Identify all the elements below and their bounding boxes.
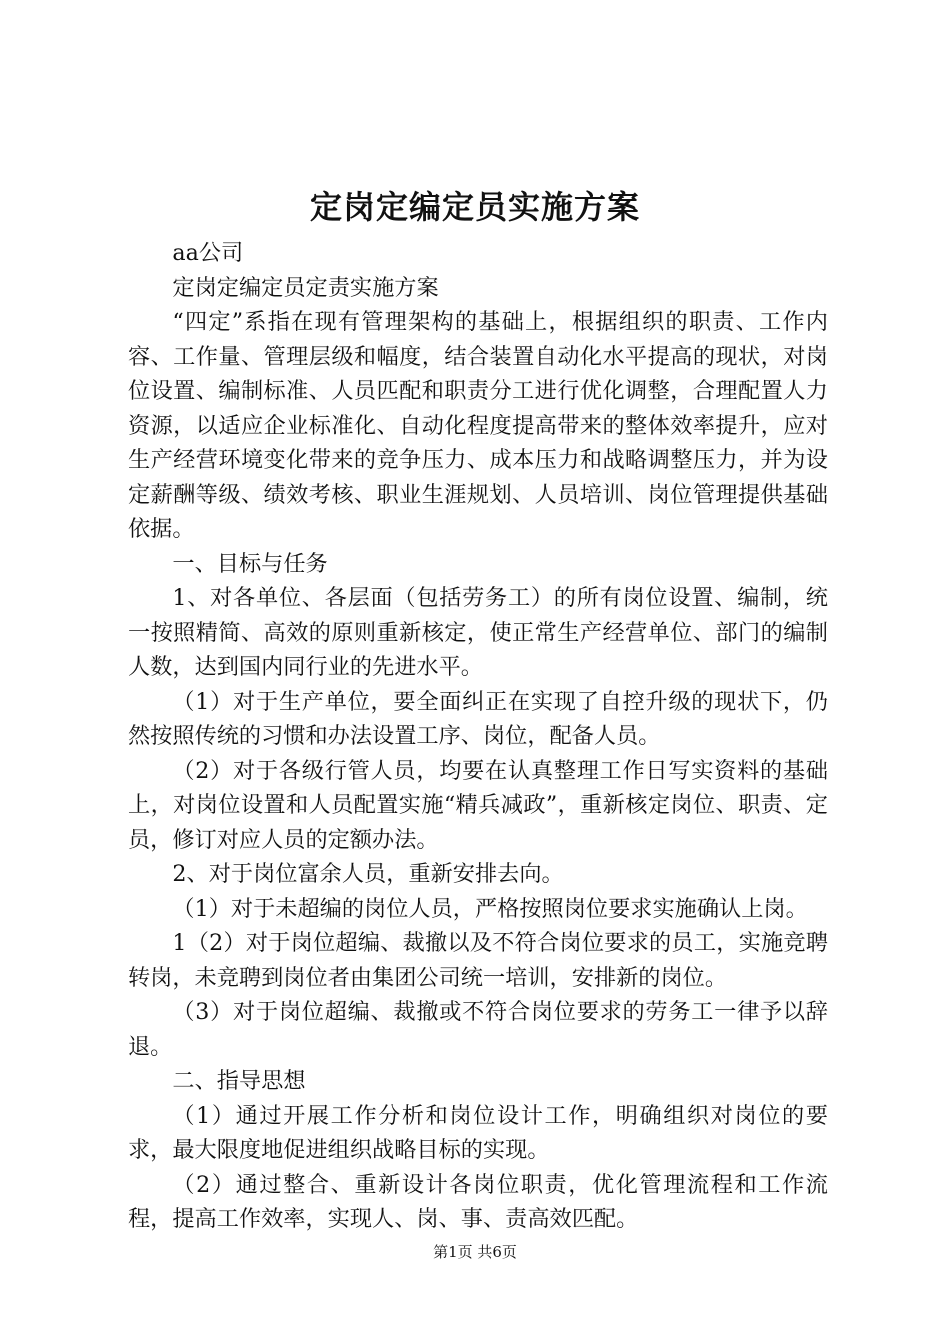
- body-paragraph: （3）对于岗位超编、裁撤或不符合岗位要求的劳务工一律予以辞退。: [128, 999, 828, 1060]
- page-footer: 第1页 共6页: [433, 1243, 517, 1261]
- body-paragraph: 1（2）对于岗位超编、裁撤以及不符合岗位要求的员工，实施竞聘转岗，未竞聘到岗位者由集团公司统一培训，安排新的岗位。: [128, 930, 828, 991]
- body-paragraph: （2）通过整合、重新设计各岗位职责，优化管理流程和工作流程，提高工作效率，实现人、岗、事、责高效匹配。: [128, 1171, 828, 1232]
- body-paragraph: （1）通过开展工作分析和岗位设计工作，明确组织对岗位的要求，最大限度地促进组织战略目标的实现。: [128, 1102, 828, 1163]
- document-body: [128, 236, 828, 1237]
- body-paragraph: （1）对于生产单位，要全面纠正在实现了自控升级的现状下，仍然按照传统的习惯和办法设置工序、岗位，配备人员。: [128, 688, 828, 749]
- document-title: 定岗定编定员实施方案: [309, 188, 640, 226]
- body-paragraph: （1）对于未超编的岗位人员，严格按照岗位要求实施确认上岗。: [172, 895, 808, 922]
- section-heading: 二、指导思想: [172, 1068, 306, 1094]
- company-name: aa公司: [172, 240, 244, 266]
- section-heading: 一、目标与任务: [172, 550, 328, 577]
- body-paragraph: 2、对于岗位富余人员，重新安排去向。: [172, 861, 564, 887]
- subtitle-paragraph: 定岗定编定员定责实施方案: [172, 274, 439, 301]
- body-paragraph: 1、对各单位、各层面（包括劳务工）的所有岗位设置、编制，统一按照精简、高效的原则重新核定，使正常生产经营单位、部门的编制人数，达到国内同行业的先进水平。: [128, 585, 828, 680]
- body-paragraph: （2）对于各级行管人员，均要在认真整理工作日写实资料的基础上，对岗位设置和人员配置实施“精兵减政”，重新核定岗位、职责、定员，修订对应人员的定额办法。: [128, 757, 828, 853]
- body-paragraph: “四定”系指在现有管理架构的基础上，根据组织的职责、工作内容、工作量、管理层级和幅度，结合装置自动化水平提高的现状，对岗位设置、编制标准、人员匹配和职责分工进行优化调整，合理配置人力资源，以适应企业标准化、自动化程度提高带来的整体效率提升，应对生产经营环境变化带来的竞争压力、成本压力和战略调整压力，并为设定薪酬等级、绩效考核、职业生涯规划、人员培训、岗位管理提供基础依据。: [128, 309, 828, 542]
